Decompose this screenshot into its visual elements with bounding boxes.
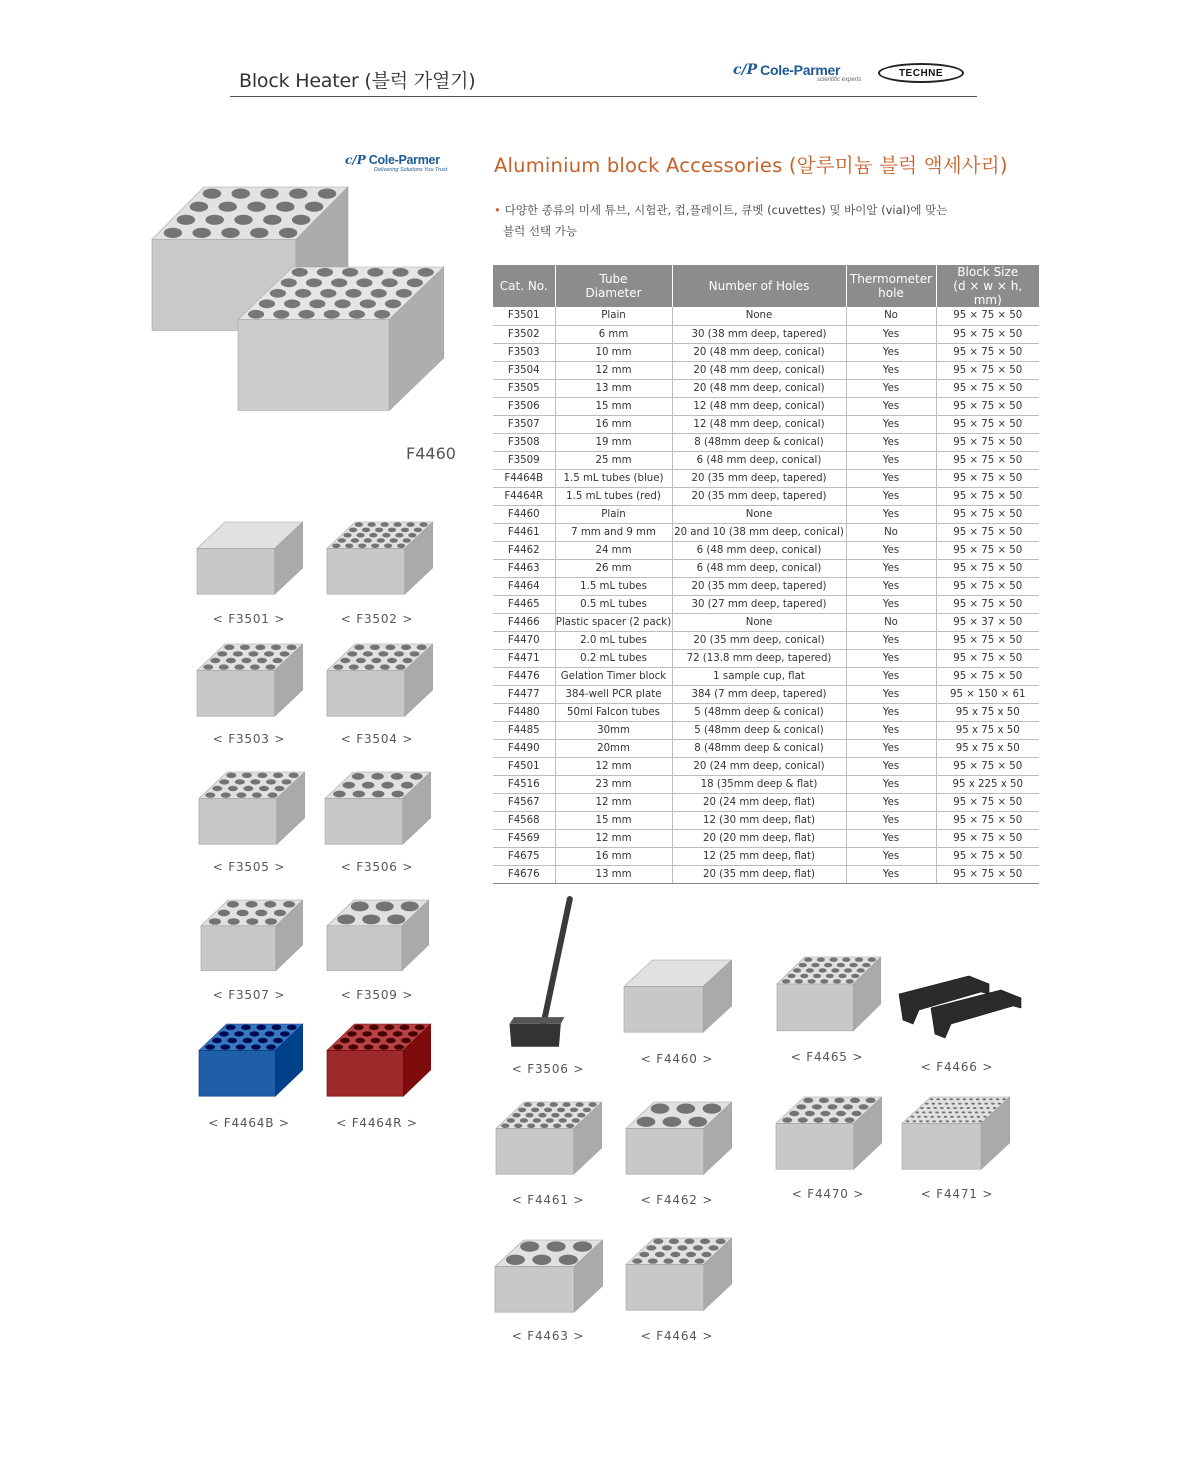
tube-diameter-cell: 13 mm — [555, 379, 672, 397]
block-size-cell: 95 × 150 × 61 — [936, 685, 1039, 703]
number-of-holes-cell: 20 (35 mm deep, flat) — [672, 865, 846, 883]
cat-no-cell: F4477 — [493, 685, 555, 703]
tube-diameter-cell: 50ml Falcon tubes — [555, 703, 672, 721]
product-caption: < F4461 > — [511, 1193, 585, 1207]
block-size-cell: 95 × 75 × 50 — [936, 757, 1039, 775]
table-row — [493, 613, 1039, 631]
column-header — [846, 265, 936, 307]
table-header-row — [493, 265, 1039, 307]
block-size-cell: 95 × 75 × 50 — [936, 343, 1039, 361]
column-header-line1: Thermometer — [849, 272, 933, 286]
product-image — [505, 895, 595, 1060]
thermometer-hole-cell: Yes — [846, 631, 936, 649]
table-row — [493, 811, 1039, 829]
number-of-holes-cell: 12 (30 mm deep, flat) — [672, 811, 846, 829]
block-size-cell: 95 × 75 × 50 — [936, 829, 1039, 847]
table-row — [493, 415, 1039, 433]
number-of-holes-cell: 5 (48mm deep & conical) — [672, 703, 846, 721]
tube-diameter-cell: 24 mm — [555, 541, 672, 559]
tube-diameter-cell: 15 mm — [555, 811, 672, 829]
tube-diameter-cell: 1.5 mL tubes (red) — [555, 487, 672, 505]
tube-diameter-cell: 384-well PCR plate — [555, 685, 672, 703]
product-image — [900, 1095, 1010, 1183]
tube-diameter-cell: 23 mm — [555, 775, 672, 793]
block-size-cell: 95 × 75 × 50 — [936, 451, 1039, 469]
block-size-cell: 95 x 75 x 50 — [936, 703, 1039, 721]
product-caption: < F4466 > — [920, 1060, 994, 1074]
thermometer-hole-cell: Yes — [846, 595, 936, 613]
block-size-cell: 95 × 75 × 50 — [936, 865, 1039, 883]
thermometer-hole-cell: Yes — [846, 865, 936, 883]
block-size-cell: 95 × 75 × 50 — [936, 361, 1039, 379]
block-size-cell: 95 × 75 × 50 — [936, 523, 1039, 541]
number-of-holes-cell: None — [672, 505, 846, 523]
tube-diameter-cell: Plastic spacer (2 pack) — [555, 613, 672, 631]
column-header-line2: hole — [878, 286, 904, 300]
table-row — [493, 685, 1039, 703]
column-header-line1: Block Size — [957, 265, 1019, 279]
cat-no-cell: F3506 — [493, 397, 555, 415]
thermometer-hole-cell: Yes — [846, 703, 936, 721]
table-row — [493, 343, 1039, 361]
column-header — [672, 265, 846, 307]
product-image — [493, 1238, 603, 1326]
column-header — [555, 265, 672, 307]
tube-diameter-cell: 12 mm — [555, 757, 672, 775]
number-of-holes-cell: 20 and 10 (38 mm deep, conical) — [672, 523, 846, 541]
tube-diameter-cell: Plain — [555, 505, 672, 523]
thermometer-hole-cell: Yes — [846, 811, 936, 829]
page-header-title: Block Heater (블럭 가열기) — [239, 70, 476, 92]
table-row — [493, 451, 1039, 469]
product-caption: < F4462 > — [640, 1193, 714, 1207]
thermometer-hole-cell: Yes — [846, 397, 936, 415]
thermometer-hole-cell: Yes — [846, 505, 936, 523]
table-row — [493, 667, 1039, 685]
cat-no-cell: F4567 — [493, 793, 555, 811]
tube-diameter-cell: 25 mm — [555, 451, 672, 469]
product-image — [774, 1095, 882, 1183]
tube-diameter-cell: 1.5 mL tubes (blue) — [555, 469, 672, 487]
block-size-cell: 95 × 75 × 50 — [936, 847, 1039, 865]
cat-no-cell: F3502 — [493, 325, 555, 343]
cat-no-cell: F4490 — [493, 739, 555, 757]
table-row — [493, 433, 1039, 451]
number-of-holes-cell: 20 (48 mm deep, conical) — [672, 379, 846, 397]
number-of-holes-cell: 30 (38 mm deep, tapered) — [672, 325, 846, 343]
thermometer-hole-cell: Yes — [846, 739, 936, 757]
cat-no-cell: F4470 — [493, 631, 555, 649]
table-row — [493, 649, 1039, 667]
product-caption: < F4460 > — [640, 1052, 714, 1066]
product-caption: < F3506 > — [340, 860, 414, 874]
thermometer-hole-cell: Yes — [846, 559, 936, 577]
table-row — [493, 559, 1039, 577]
thermometer-hole-cell: Yes — [846, 847, 936, 865]
table-row — [493, 487, 1039, 505]
block-size-cell: 95 x 75 x 50 — [936, 721, 1039, 739]
product-caption: < F3501 > — [212, 612, 286, 626]
tube-diameter-cell: 13 mm — [555, 865, 672, 883]
tube-diameter-cell: 20mm — [555, 739, 672, 757]
cat-no-cell: F3505 — [493, 379, 555, 397]
number-of-holes-cell: 8 (48mm deep & conical) — [672, 739, 846, 757]
table-row — [493, 379, 1039, 397]
product-image — [624, 1100, 732, 1188]
cat-no-cell: F3504 — [493, 361, 555, 379]
techne-logo — [878, 63, 964, 83]
block-size-cell: 95 × 75 × 50 — [936, 649, 1039, 667]
product-caption: < F3506 > — [511, 1062, 585, 1076]
block-size-cell: 95 x 75 x 50 — [936, 739, 1039, 757]
thermometer-hole-cell: Yes — [846, 433, 936, 451]
number-of-holes-cell: 5 (48mm deep & conical) — [672, 721, 846, 739]
section-title: Aluminium block Accessories (알루미늄 블럭 액세사리) — [494, 154, 1008, 177]
cat-no-cell: F4501 — [493, 757, 555, 775]
product-caption: < F3502 > — [340, 612, 414, 626]
product-image — [197, 770, 305, 858]
cat-no-cell: F4460 — [493, 505, 555, 523]
tube-diameter-cell: 0.2 mL tubes — [555, 649, 672, 667]
thermometer-hole-cell: Yes — [846, 829, 936, 847]
product-image — [622, 958, 732, 1046]
hero-product-code: F4460 — [406, 444, 456, 463]
cat-no-cell: F3501 — [493, 307, 555, 325]
cat-no-cell: F4465 — [493, 595, 555, 613]
block-size-cell: 95 × 75 × 50 — [936, 397, 1039, 415]
number-of-holes-cell: 20 (24 mm deep, conical) — [672, 757, 846, 775]
cat-no-cell: F4676 — [493, 865, 555, 883]
cole-parmer-section-logo-tagline: Delivering Solutions You Trust — [374, 167, 448, 173]
product-caption: < F4465 > — [790, 1050, 864, 1064]
thermometer-hole-cell: Yes — [846, 325, 936, 343]
thermometer-hole-cell: Yes — [846, 793, 936, 811]
block-size-cell: 95 × 75 × 50 — [936, 793, 1039, 811]
thermometer-hole-cell: Yes — [846, 577, 936, 595]
table-row — [493, 775, 1039, 793]
cole-parmer-logo-mark: c/P — [733, 62, 758, 78]
tube-diameter-cell: 26 mm — [555, 559, 672, 577]
bullet-marker: • — [494, 203, 501, 217]
number-of-holes-cell: 6 (48 mm deep, conical) — [672, 559, 846, 577]
block-size-cell: 95 × 75 × 50 — [936, 631, 1039, 649]
tube-diameter-cell: 7 mm and 9 mm — [555, 523, 672, 541]
table-row — [493, 523, 1039, 541]
block-size-cell: 95 × 75 × 50 — [936, 469, 1039, 487]
tube-diameter-cell: 12 mm — [555, 829, 672, 847]
thermometer-hole-cell: Yes — [846, 775, 936, 793]
thermometer-hole-cell: Yes — [846, 487, 936, 505]
tube-diameter-cell: 1.5 mL tubes — [555, 577, 672, 595]
table-row — [493, 307, 1039, 325]
header-divider — [230, 96, 977, 97]
number-of-holes-cell: 72 (13.8 mm deep, tapered) — [672, 649, 846, 667]
product-image — [325, 642, 433, 730]
product-image — [199, 898, 303, 984]
thermometer-hole-cell: Yes — [846, 361, 936, 379]
tube-diameter-cell: 0.5 mL tubes — [555, 595, 672, 613]
table-row — [493, 757, 1039, 775]
column-header-line1: Number of Holes — [708, 279, 810, 293]
cat-no-cell: F4675 — [493, 847, 555, 865]
number-of-holes-cell: 6 (48 mm deep, conical) — [672, 451, 846, 469]
number-of-holes-cell: 20 (24 mm deep, flat) — [672, 793, 846, 811]
product-image — [494, 1100, 602, 1188]
product-caption: < F4471 > — [920, 1187, 994, 1201]
block-size-cell: 95 × 75 × 50 — [936, 307, 1039, 325]
cole-parmer-section-logo-name: Cole-Parmer — [368, 153, 440, 167]
table-row — [493, 739, 1039, 757]
cole-parmer-section-logo-mark: c/P — [345, 153, 366, 167]
tube-diameter-cell: 30mm — [555, 721, 672, 739]
cat-no-cell: F3507 — [493, 415, 555, 433]
product-caption: < F3504 > — [340, 732, 414, 746]
number-of-holes-cell: 20 (48 mm deep, conical) — [672, 361, 846, 379]
number-of-holes-cell: 1 sample cup, flat — [672, 667, 846, 685]
cat-no-cell: F4569 — [493, 829, 555, 847]
number-of-holes-cell: 12 (25 mm deep, flat) — [672, 847, 846, 865]
techne-logo-text: TECHNE — [898, 67, 944, 79]
bullet-text-line1: 다양한 종류의 미세 튜브, 시험관, 컵,플레이트, 큐벳 (cuvettes) 및 바이알 (vial)에 맞는 — [504, 203, 948, 217]
number-of-holes-cell: 20 (35 mm deep, tapered) — [672, 469, 846, 487]
thermometer-hole-cell: No — [846, 523, 936, 541]
cat-no-cell: F4461 — [493, 523, 555, 541]
cat-no-cell: F4471 — [493, 649, 555, 667]
table-row — [493, 721, 1039, 739]
product-caption: < F4464B > — [208, 1116, 290, 1130]
tube-diameter-cell: 6 mm — [555, 325, 672, 343]
thermometer-hole-cell: Yes — [846, 415, 936, 433]
product-image — [624, 1236, 732, 1324]
block-size-cell: 95 × 75 × 50 — [936, 577, 1039, 595]
block-size-cell: 95 x 225 x 50 — [936, 775, 1039, 793]
cat-no-cell: F4466 — [493, 613, 555, 631]
product-caption: < F4470 > — [791, 1187, 865, 1201]
cole-parmer-header-logo — [733, 62, 862, 83]
product-image — [325, 898, 429, 984]
block-size-cell: 95 × 75 × 50 — [936, 541, 1039, 559]
thermometer-hole-cell: Yes — [846, 685, 936, 703]
product-caption: < F4464 > — [640, 1329, 714, 1343]
table-row — [493, 361, 1039, 379]
number-of-holes-cell: 30 (27 mm deep, tapered) — [672, 595, 846, 613]
cat-no-cell: F4464B — [493, 469, 555, 487]
tube-diameter-cell: 12 mm — [555, 361, 672, 379]
cat-no-cell: F4464 — [493, 577, 555, 595]
product-caption: < F4464R > — [336, 1116, 418, 1130]
tube-diameter-cell: 16 mm — [555, 415, 672, 433]
number-of-holes-cell: 20 (35 mm deep, tapered) — [672, 487, 846, 505]
cole-parmer-logo-tagline: scientific experts — [817, 77, 862, 83]
cat-no-cell: F3503 — [493, 343, 555, 361]
column-header-line2: Diameter — [585, 286, 642, 300]
block-size-cell: 95 × 75 × 50 — [936, 811, 1039, 829]
table-row — [493, 397, 1039, 415]
table-row — [493, 865, 1039, 883]
cat-no-cell: F3508 — [493, 433, 555, 451]
tube-diameter-cell: 15 mm — [555, 397, 672, 415]
product-image — [195, 520, 303, 608]
thermometer-hole-cell: Yes — [846, 721, 936, 739]
specification-table — [493, 265, 1039, 884]
block-size-cell: 95 × 75 × 50 — [936, 325, 1039, 343]
product-image — [197, 1022, 303, 1110]
table-body — [493, 307, 1039, 883]
number-of-holes-cell: 8 (48mm deep & conical) — [672, 433, 846, 451]
tube-diameter-cell: Plain — [555, 307, 672, 325]
tube-diameter-cell: Gelation Timer block — [555, 667, 672, 685]
cat-no-cell: F3509 — [493, 451, 555, 469]
table-row — [493, 469, 1039, 487]
cat-no-cell: F4463 — [493, 559, 555, 577]
cat-no-cell: F4485 — [493, 721, 555, 739]
feature-bullet — [494, 200, 1014, 242]
thermometer-hole-cell: No — [846, 307, 936, 325]
number-of-holes-cell: None — [672, 307, 846, 325]
product-image — [323, 770, 431, 858]
table-row — [493, 631, 1039, 649]
number-of-holes-cell: 6 (48 mm deep, conical) — [672, 541, 846, 559]
block-size-cell: 95 × 75 × 50 — [936, 379, 1039, 397]
number-of-holes-cell: 20 (48 mm deep, conical) — [672, 343, 846, 361]
product-image — [195, 642, 303, 730]
number-of-holes-cell: 12 (48 mm deep, conical) — [672, 415, 846, 433]
table-row — [493, 847, 1039, 865]
tube-diameter-cell: 10 mm — [555, 343, 672, 361]
cat-no-cell: F4568 — [493, 811, 555, 829]
product-image — [325, 1022, 431, 1110]
table-row — [493, 325, 1039, 343]
tube-diameter-cell: 12 mm — [555, 793, 672, 811]
product-caption: < F3505 > — [212, 860, 286, 874]
block-size-cell: 95 × 37 × 50 — [936, 613, 1039, 631]
cat-no-cell: F4480 — [493, 703, 555, 721]
thermometer-hole-cell: Yes — [846, 451, 936, 469]
column-header — [936, 265, 1039, 307]
cat-no-cell: F4464R — [493, 487, 555, 505]
column-header-line2: (d × w × h, mm) — [953, 279, 1023, 307]
column-header — [493, 265, 555, 307]
table-row — [493, 577, 1039, 595]
block-size-cell: 95 × 75 × 50 — [936, 415, 1039, 433]
product-caption: < F4463 > — [511, 1329, 585, 1343]
number-of-holes-cell: 20 (35 mm deep, tapered) — [672, 577, 846, 595]
number-of-holes-cell: None — [672, 613, 846, 631]
table-row — [493, 703, 1039, 721]
number-of-holes-cell: 20 (35 mm deep, conical) — [672, 631, 846, 649]
table-row — [493, 505, 1039, 523]
product-image — [325, 520, 433, 608]
table-row — [493, 541, 1039, 559]
column-header-line1: Tube — [599, 272, 628, 286]
cat-no-cell: F4516 — [493, 775, 555, 793]
table-row — [493, 829, 1039, 847]
tube-diameter-cell: 19 mm — [555, 433, 672, 451]
cole-parmer-logo-name: Cole-Parmer — [760, 62, 841, 78]
cat-no-cell: F4476 — [493, 667, 555, 685]
product-image — [775, 955, 881, 1045]
thermometer-hole-cell: Yes — [846, 649, 936, 667]
tube-diameter-cell: 2.0 mL tubes — [555, 631, 672, 649]
number-of-holes-cell: 18 (35mm deep & flat) — [672, 775, 846, 793]
thermometer-hole-cell: Yes — [846, 541, 936, 559]
column-header-line1: Cat. No. — [499, 279, 548, 293]
product-caption: < F3507 > — [212, 988, 286, 1002]
thermometer-hole-cell: Yes — [846, 667, 936, 685]
number-of-holes-cell: 20 (20 mm deep, flat) — [672, 829, 846, 847]
block-size-cell: 95 × 75 × 50 — [936, 667, 1039, 685]
block-size-cell: 95 × 75 × 50 — [936, 595, 1039, 613]
tube-diameter-cell: 16 mm — [555, 847, 672, 865]
thermometer-hole-cell: Yes — [846, 343, 936, 361]
block-size-cell: 95 × 75 × 50 — [936, 433, 1039, 451]
bullet-text-line2: 블럭 선택 가능 — [503, 224, 577, 238]
table-row — [493, 793, 1039, 811]
product-image — [895, 972, 1023, 1042]
number-of-holes-cell: 384 (7 mm deep, tapered) — [672, 685, 846, 703]
block-size-cell: 95 × 75 × 50 — [936, 487, 1039, 505]
product-caption: < F3503 > — [212, 732, 286, 746]
thermometer-hole-cell: No — [846, 613, 936, 631]
thermometer-hole-cell: Yes — [846, 469, 936, 487]
thermometer-hole-cell: Yes — [846, 757, 936, 775]
hero-block-image — [150, 180, 450, 440]
cat-no-cell: F4462 — [493, 541, 555, 559]
number-of-holes-cell: 12 (48 mm deep, conical) — [672, 397, 846, 415]
block-size-cell: 95 × 75 × 50 — [936, 559, 1039, 577]
block-size-cell: 95 × 75 × 50 — [936, 505, 1039, 523]
product-caption: < F3509 > — [340, 988, 414, 1002]
table-row — [493, 595, 1039, 613]
cole-parmer-section-logo — [345, 153, 448, 173]
thermometer-hole-cell: Yes — [846, 379, 936, 397]
